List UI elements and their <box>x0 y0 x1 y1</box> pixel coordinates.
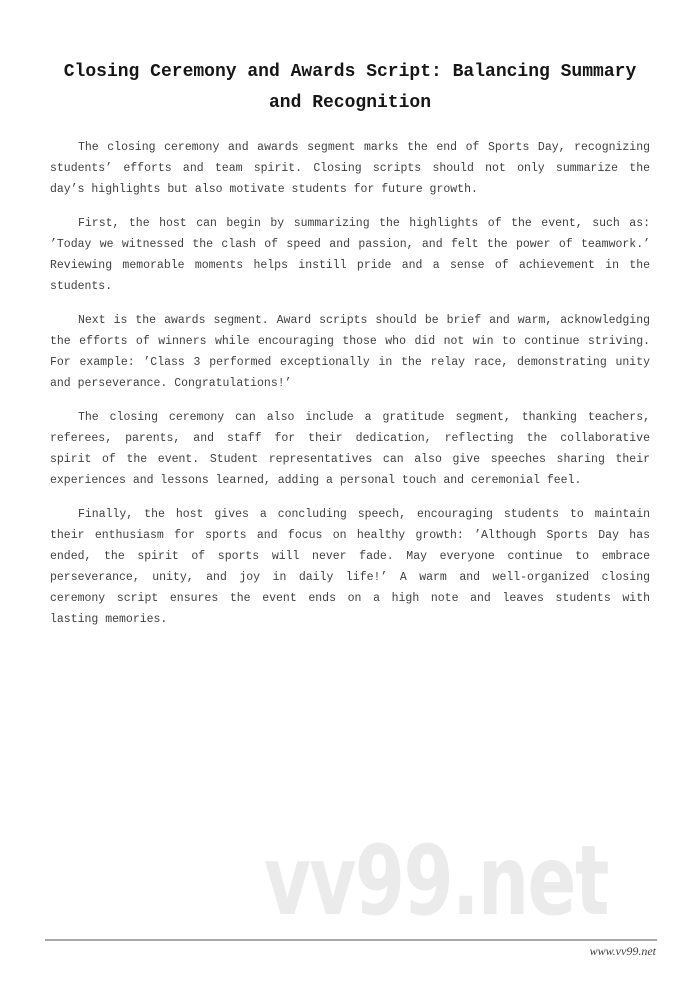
paragraph <box>50 310 650 394</box>
paragraph-line: ended, the spirit of sports will never fade. May everyone continue to embrace <box>50 550 650 563</box>
paragraph-line: referees, parents, and staff for their dedication, reflecting the collaborative <box>50 432 650 445</box>
paragraph-line: perseverance, unity, and joy in daily life!’ A warm and well-organized closing <box>50 571 650 584</box>
paragraph-line: the efforts of winners while encouraging those who did not win to continue striving. <box>50 335 650 348</box>
paragraph-line: Finally, the host gives a concluding speech, encouraging students to maintain <box>78 508 650 521</box>
footer-site-text: www.vv99.net <box>589 944 656 958</box>
paragraph <box>50 407 650 491</box>
paragraph-line: spirit of the event. Student representatives can also give speeches sharing their <box>50 453 650 466</box>
paragraph-line: ’Today we witnessed the clash of speed and passion, and felt the power of teamwork.’ <box>50 238 650 251</box>
paragraph <box>50 137 650 200</box>
paragraph-line: The closing ceremony can also include a gratitude segment, thanking teachers, <box>78 411 650 424</box>
paragraph-line: and perseverance. Congratulations!’ <box>50 377 292 390</box>
paragraph-line: The closing ceremony and awards segment marks the end of Sports Day, recognizing <box>78 141 650 154</box>
paragraph-line: Reviewing memorable moments helps instill pride and a sense of achievement in the <box>50 259 650 272</box>
paragraph-line: For example: ’Class 3 performed exceptionally in the relay race, demonstrating unity <box>50 356 650 369</box>
paragraph-line: day’s highlights but also motivate students for future growth. <box>50 183 478 196</box>
paragraph-line: experiences and lessons learned, adding a personal touch and ceremonial feel. <box>50 474 582 487</box>
paragraph-line: students. <box>50 280 113 293</box>
paragraph-line: their enthusiasm for sports and focus on healthy growth: ’Although Sports Day has <box>50 529 650 542</box>
page-title: Closing Ceremony and Awards Script: Balancing Summary and Recognition <box>63 62 637 113</box>
footer-divider <box>45 939 657 941</box>
paragraph-line: Next is the awards segment. Award scripts should be brief and warm, acknowledging <box>78 314 650 327</box>
paragraph <box>50 213 650 297</box>
paragraph-line: students’ efforts and team spirit. Closing scripts should not only summarize the <box>50 162 650 175</box>
paragraph-line: lasting memories. <box>50 613 168 626</box>
paragraph <box>50 504 650 630</box>
watermark: vv99.net <box>264 825 608 937</box>
paragraph-line: ceremony script ensures the event ends on a high note and leaves students with <box>50 592 650 605</box>
document-body <box>50 137 650 643</box>
paragraph-line: First, the host can begin by summarizing the highlights of the event, such as: <box>78 217 650 230</box>
